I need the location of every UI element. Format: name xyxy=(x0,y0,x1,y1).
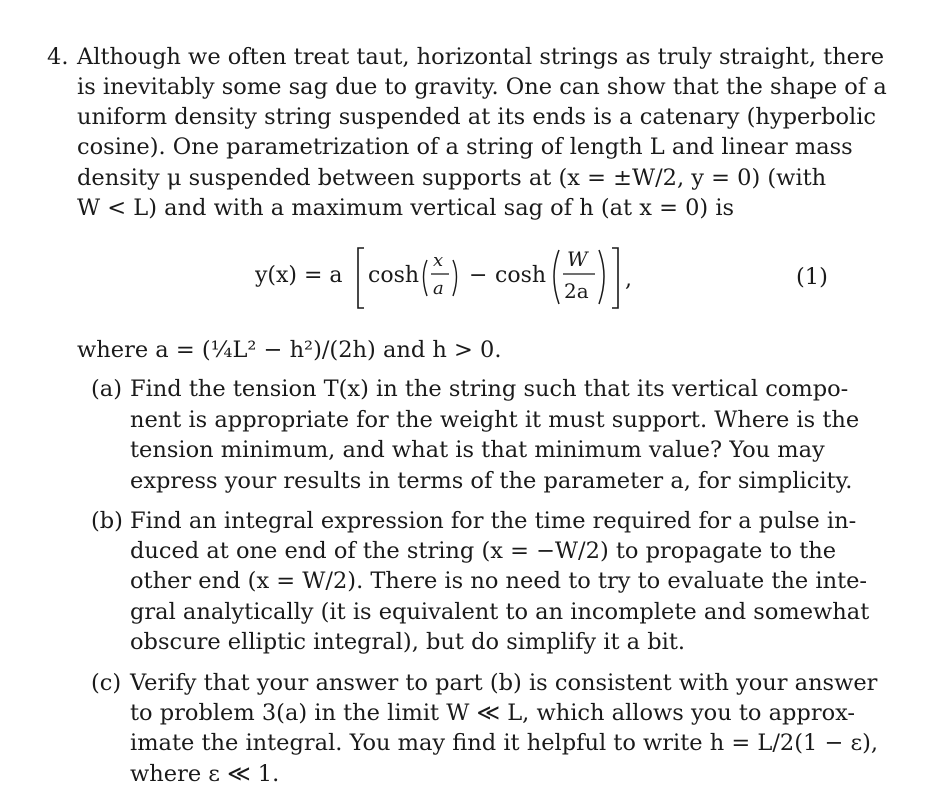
paren-right-1 xyxy=(453,260,457,296)
intro-line-1: Although we often treat taut, horizontal strings as truly straight, there xyxy=(77,44,885,70)
equation-cosh-2: cosh xyxy=(495,263,547,288)
intro-line-4: cosine). One parametrization of a string of length L and linear mass xyxy=(77,134,853,160)
equation-minus: − xyxy=(469,263,488,288)
problem-number: 4. xyxy=(47,44,69,70)
part-a-line-4: express your results in terms of the parameter a, for simplicity. xyxy=(130,468,853,494)
equation-number: (1) xyxy=(796,264,828,290)
part-b-line-1: Find an integral expression for the time required for a pulse in- xyxy=(130,508,857,534)
part-a-line-1: Find the tension T(x) in the string such that its vertical compo- xyxy=(130,376,849,402)
equation-arg2-denominator: 2a xyxy=(564,279,589,303)
equation-arg2-numerator: W xyxy=(567,247,588,271)
part-b-label: (b) xyxy=(91,508,123,534)
part-b-line-2: duced at one end of the string (x = −W/2) to propagate to the xyxy=(130,538,837,564)
part-b-line-5: obscure elliptic integral), but do simplify it a bit. xyxy=(130,629,686,655)
part-c-line-1: Verify that your answer to part (b) is consistent with your answer xyxy=(130,670,878,696)
part-a-line-2: nent is appropriate for the weight it must support. Where is the xyxy=(130,407,860,433)
intro-line-2: is inevitably some sag due to gravity. One can show that the shape of a xyxy=(77,74,887,100)
left-bracket xyxy=(358,248,364,308)
intro-line-5: density μ suspended between supports at (x = ±W/2, y = 0) (with xyxy=(77,165,827,191)
paren-left-2 xyxy=(554,250,559,304)
intro-line-3: uniform density string suspended at its ends is a catenary (hyperbolic xyxy=(77,104,877,130)
equation-lhs: y(x) = a xyxy=(255,263,343,288)
where-line: where a = (¼L² − h²)/(2h) and h > 0. xyxy=(77,337,502,363)
right-bracket xyxy=(612,248,618,308)
paren-right-2 xyxy=(599,250,604,304)
equation-cosh-1: cosh xyxy=(368,263,420,288)
equation-arg1-numerator: x xyxy=(433,250,444,271)
part-a-line-3: tension minimum, and what is that minimum value? You may xyxy=(130,437,825,463)
part-c-line-2: to problem 3(a) in the limit W ≪ L, which allows you to approx- xyxy=(130,700,856,726)
part-c-line-4: where ε ≪ 1. xyxy=(130,761,280,787)
part-c-line-3: imate the integral. You may find it helpful to write h = L/2(1 − ε), xyxy=(130,730,879,756)
part-c-label: (c) xyxy=(91,670,122,696)
intro-line-6: W < L) and with a maximum vertical sag of h (at x = 0) is xyxy=(77,195,735,221)
equation-trailing-comma: , xyxy=(625,267,632,292)
catenary-equation xyxy=(255,236,645,316)
part-b-line-4: gral analytically (it is equivalent to an incomplete and somewhat xyxy=(130,599,870,625)
paren-left-1 xyxy=(424,260,428,296)
part-b-line-3: other end (x = W/2). There is no need to try to evaluate the inte- xyxy=(130,568,868,594)
equation-arg1-denominator: a xyxy=(433,278,444,299)
part-a-label: (a) xyxy=(91,376,122,402)
